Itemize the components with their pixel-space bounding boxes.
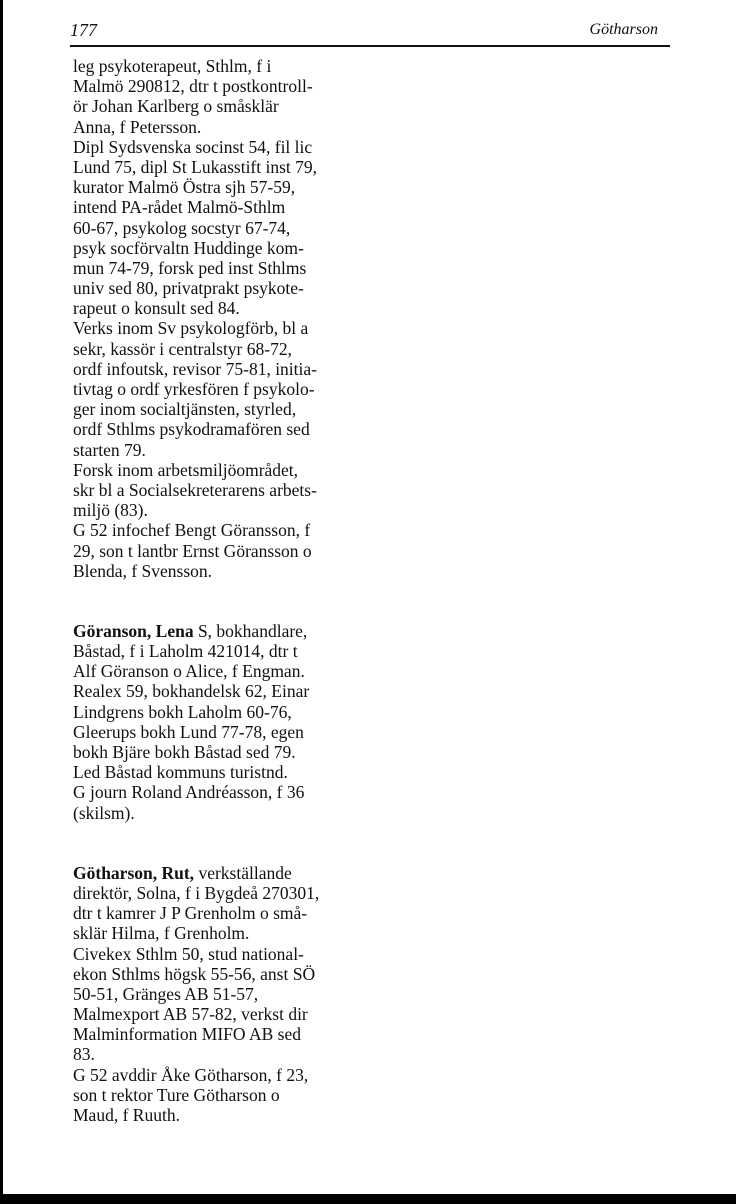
entry-line: Dipl Sydsvenska socinst 54, fil lic [73, 136, 313, 157]
entry-line: skr bl a Socialsekreterarens arbets- [73, 479, 317, 500]
entry-line: miljö (83). [73, 500, 148, 521]
entry-line: 29, son t lantbr Ernst Göransson o [73, 540, 312, 561]
entry-first-line-rest: verkställande [194, 862, 292, 883]
entry-line: ordf Sthlms psykodramafören sed [73, 419, 310, 440]
entry-line: starten 79. [73, 439, 146, 460]
entry-first-line [73, 863, 373, 883]
entry-line: kurator Malmö Östra sjh 57-59, [73, 177, 296, 198]
entry-line: Anna, f Petersson. [73, 116, 202, 137]
entry-line: Lund 75, dipl St Lukasstift inst 79, [73, 156, 318, 177]
entry-name: Göranson, Lena [73, 620, 194, 641]
entry-name: Götharson, Rut, [73, 862, 195, 883]
entry-line: direktör, Solna, f i Bygdeå 270301, [73, 882, 320, 903]
entry-line: Gleerups bokh Lund 77-78, egen [73, 721, 304, 742]
entry-line: G journ Roland Andréasson, f 36 [73, 782, 305, 803]
entry-line: Forsk inom arbetsmiljöområdet, [73, 459, 299, 480]
entry-line: Alf Göranson o Alice, f Engman. [73, 661, 305, 682]
entry-line: Verks inom Sv psykologförb, bl a [73, 318, 309, 339]
entry-goranson-lena [73, 621, 373, 823]
page-number: 177 [70, 20, 97, 40]
entry-line: dtr t kamrer J P Grenholm o små- [73, 903, 308, 924]
scan-bottom-edge [0, 1194, 736, 1204]
continued-entry [73, 56, 373, 581]
entry-line: Realex 59, bokhandelsk 62, Einar [73, 681, 310, 702]
entry-first-line [73, 621, 373, 641]
entry-line: Civekex Sthlm 50, stud national- [73, 943, 304, 964]
entry-line: Malmexport AB 57-82, verkst dir [73, 1004, 308, 1025]
entry-line: tivtag o ordf yrkesfören f psykolo- [73, 379, 315, 399]
entry-first-line-rest: S, bokhandlare, [193, 620, 308, 641]
entry-line: Led Båstad kommuns turistnd. [73, 762, 288, 783]
header-rule [70, 45, 670, 47]
entry-line: ör Johan Karlberg o småsklär [73, 96, 279, 117]
entry-line: ordf infoutsk, revisor 75-81, initia- [73, 358, 317, 379]
entry-line: Lindgrens bokh Laholm 60-76, [73, 701, 292, 722]
entry-line: sekr, kassör i centralstyr 68-72, [73, 338, 292, 359]
entry-gap [73, 823, 373, 863]
entry-line: son t rektor Ture Götharson o [73, 1084, 280, 1105]
entry-line: rapeut o konsult sed 84. [73, 298, 240, 319]
entry-line: G 52 infochef Bengt Göransson, f [73, 520, 311, 541]
text-column [73, 56, 373, 1125]
entry-line: leg psykoterapeut, Sthlm, f i [73, 56, 272, 76]
entry-line: ger inom socialtjänsten, styrled, [73, 399, 297, 420]
entry-line: Malmö 290812, dtr t postkontroll- [73, 76, 313, 97]
entry-line: bokh Bjäre bokh Båstad sed 79. [73, 742, 296, 762]
entry-line: 50-51, Gränges AB 51-57, [73, 983, 259, 1004]
entry-line: sklär Hilma, f Grenholm. [73, 923, 250, 944]
entry-line: ekon Sthlms högsk 55-56, anst SÖ [73, 963, 316, 984]
entry-line: intend PA-rådet Malmö-Sthlm [73, 197, 286, 218]
scan-left-edge [0, 0, 3, 1204]
entry-gotharson-rut [73, 863, 373, 1125]
entry-gap [73, 581, 373, 621]
entry-line: G 52 avddir Åke Götharson, f 23, [73, 1064, 309, 1085]
entry-line: 83. [73, 1044, 95, 1065]
entry-line: Båstad, f i Laholm 421014, dtr t [73, 641, 298, 662]
entry-line: Blenda, f Svensson. [73, 560, 213, 581]
entry-line: univ sed 80, privatprakt psykote- [73, 278, 304, 299]
entry-line: 60-67, psykolog socstyr 67-74, [73, 217, 291, 238]
entry-line: psyk socförvaltn Huddinge kom- [73, 237, 304, 258]
entry-line: mun 74-79, forsk ped inst Sthlms [73, 257, 307, 278]
running-head: Götharson [589, 21, 658, 38]
entry-line: (skilsm). [73, 802, 135, 823]
entry-line: Malminformation MIFO AB sed [73, 1024, 301, 1045]
entry-line: Maud, f Ruuth. [73, 1105, 180, 1125]
